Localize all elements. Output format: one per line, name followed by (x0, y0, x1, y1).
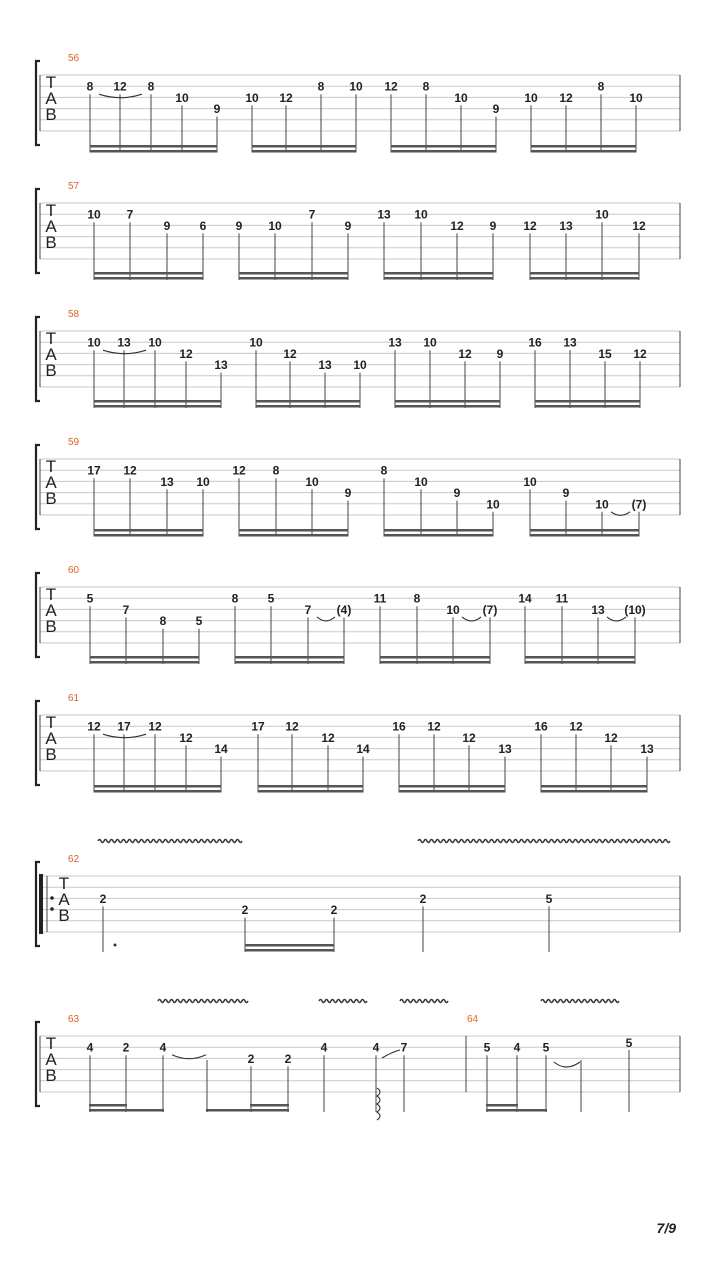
fret-number: (7) (482, 602, 498, 617)
fret-number: 9 (163, 218, 171, 233)
beam (256, 400, 361, 403)
beam (90, 150, 218, 153)
fret-number: 4 (159, 1040, 167, 1055)
vibrato-mark (98, 840, 242, 843)
fret-number: 13 (318, 358, 332, 373)
vibrato-mark (319, 1000, 367, 1003)
tab-system-62 (36, 840, 680, 953)
measure-number: 56 (68, 53, 80, 64)
tab-clef-letter: B (45, 1066, 57, 1085)
beam (252, 145, 357, 148)
fret-number: 13 (591, 602, 605, 617)
fret-number: 16 (392, 719, 406, 734)
fret-number: 13 (559, 218, 573, 233)
fret-number: 10 (414, 474, 428, 489)
beam (94, 405, 222, 408)
fret-number: 8 (422, 79, 430, 94)
tab-clef-letter: A (45, 601, 57, 620)
fret-number: 5 (195, 614, 203, 629)
beam (252, 150, 357, 153)
tab-clef-letter: B (58, 906, 70, 925)
fret-number: 8 (86, 79, 94, 94)
fret-number: 4 (513, 1040, 521, 1055)
fret-number: 10 (249, 335, 263, 350)
fret-number: 10 (446, 602, 460, 617)
beam (380, 661, 491, 664)
fret-number: 17 (87, 463, 101, 478)
tab-clef-letter: T (45, 73, 57, 92)
fret-number: 9 (344, 486, 352, 501)
measure-number: 61 (68, 693, 80, 704)
page-number: 7/9 (656, 1220, 676, 1236)
fret-number: 14 (214, 742, 228, 757)
fret-number: 12 (523, 218, 537, 233)
fret-number: 13 (377, 207, 391, 222)
tab-clef-letter: T (45, 713, 57, 732)
measure-number: 63 (68, 1014, 80, 1025)
tab-system-61 (36, 693, 680, 793)
fret-number: 12 (450, 218, 464, 233)
tab-clef-letter: B (45, 489, 57, 508)
fret-number: 12 (462, 730, 476, 745)
tab-system-63 (36, 1000, 680, 1121)
fret-number: 2 (419, 891, 427, 906)
tab-clef-letter: A (58, 890, 70, 909)
fret-number: 10 (245, 90, 259, 105)
beam (94, 400, 222, 403)
fret-number: (7) (631, 497, 647, 512)
fret-number: 12 (113, 79, 127, 94)
beam (525, 661, 636, 664)
beam (239, 529, 349, 532)
beam (395, 400, 501, 403)
fret-number: 10 (423, 335, 437, 350)
beam (391, 150, 497, 153)
fret-number: 8 (159, 614, 167, 629)
beam (258, 785, 364, 788)
tab-system-59 (36, 437, 680, 537)
fret-number: 13 (117, 335, 131, 350)
repeat-dot (50, 907, 54, 911)
fret-number: 12 (87, 719, 101, 734)
beam (206, 1109, 289, 1112)
fret-number: 12 (283, 346, 297, 361)
fret-number: 9 (235, 218, 243, 233)
beam (90, 661, 200, 664)
tremolo-mark (377, 1088, 380, 1120)
fret-number: (10) (624, 602, 646, 617)
fret-number: 10 (595, 207, 609, 222)
system-bracket (36, 189, 40, 273)
fret-number: 10 (454, 90, 468, 105)
tab-clef-letter: T (45, 585, 57, 604)
tab-system-58 (36, 309, 680, 408)
fret-number: 5 (545, 891, 553, 906)
measure-number: 58 (68, 309, 80, 320)
beam (486, 1109, 547, 1112)
tab-clef-letter: A (45, 217, 57, 236)
beam (245, 944, 335, 947)
beam (535, 400, 641, 403)
fret-number: 10 (523, 474, 537, 489)
beam (399, 785, 506, 788)
slide-mark (382, 1050, 400, 1058)
fret-number: 10 (349, 79, 363, 94)
fret-number: 8 (413, 591, 421, 606)
measure-number: 59 (68, 437, 80, 448)
fret-number: 10 (196, 474, 210, 489)
system-bracket (36, 1022, 40, 1106)
beam (250, 1104, 289, 1107)
tab-clef-letter: A (45, 473, 57, 492)
fret-number: 12 (559, 90, 573, 105)
beam (89, 1104, 127, 1107)
fret-number: 12 (633, 346, 647, 361)
fret-number: 12 (458, 346, 472, 361)
fret-number: 10 (175, 90, 189, 105)
beam (384, 272, 494, 275)
tab-system-60 (36, 565, 680, 664)
fret-number: 9 (453, 486, 461, 501)
fret-number: 12 (232, 463, 246, 478)
beam (94, 534, 204, 537)
measure-number: 60 (68, 565, 80, 576)
beam (531, 150, 637, 153)
fret-number: 15 (598, 346, 612, 361)
beam (541, 785, 648, 788)
beam (530, 529, 640, 532)
beam (384, 277, 494, 280)
fret-number: 10 (87, 207, 101, 222)
vibrato-mark (400, 1000, 448, 1003)
beam (384, 529, 494, 532)
fret-number: 12 (279, 90, 293, 105)
beam (245, 949, 335, 952)
fret-number: 17 (117, 719, 131, 734)
fret-number: 16 (528, 335, 542, 350)
tie-arc (554, 1062, 580, 1067)
fret-number: 11 (555, 591, 569, 606)
fret-number: 12 (179, 346, 193, 361)
system-bracket (36, 445, 40, 529)
fret-number: 17 (251, 719, 265, 734)
measure-number: 62 (68, 854, 80, 865)
tab-clef-letter: A (45, 1050, 57, 1069)
fret-number: 8 (380, 463, 388, 478)
repeat-thick-bar (39, 874, 43, 934)
beam (530, 534, 640, 537)
fret-number: 10 (595, 497, 609, 512)
fret-number: 8 (597, 79, 605, 94)
fret-number: 10 (305, 474, 319, 489)
fret-number: 13 (160, 474, 174, 489)
beam (256, 405, 361, 408)
beam (94, 529, 204, 532)
fret-number: 5 (267, 591, 275, 606)
fret-number: 10 (87, 335, 101, 350)
tab-clef-letter: B (45, 361, 57, 380)
fret-number: 7 (400, 1040, 408, 1055)
fret-number: 9 (489, 218, 497, 233)
fret-number: 10 (353, 358, 367, 373)
system-bracket (36, 701, 40, 785)
fret-number: 2 (122, 1040, 130, 1055)
fret-number: 12 (384, 79, 398, 94)
beam (235, 661, 345, 664)
fret-number: 10 (486, 497, 500, 512)
fret-number: 8 (147, 79, 155, 94)
beam (525, 656, 636, 659)
tab-clef-letter: T (45, 457, 57, 476)
tab-clef-letter: B (45, 617, 57, 636)
system-bracket (36, 317, 40, 401)
beam (535, 405, 641, 408)
tab-clef-letter: T (45, 1034, 57, 1053)
fret-number: 8 (272, 463, 280, 478)
fret-number: 7 (308, 207, 316, 222)
vibrato-mark (158, 1000, 248, 1003)
fret-number: 2 (247, 1051, 255, 1066)
fret-number: 4 (320, 1040, 328, 1055)
fret-number: 8 (317, 79, 325, 94)
tab-clef-letter: A (45, 345, 57, 364)
system-bracket (36, 573, 40, 657)
tab-clef-letter: T (58, 874, 70, 893)
fret-number: 16 (534, 719, 548, 734)
fret-number: 10 (524, 90, 538, 105)
fret-number: 10 (629, 90, 643, 105)
fret-number: 7 (304, 602, 312, 617)
tab-clef-letter: A (45, 89, 57, 108)
beam (94, 272, 204, 275)
beam (90, 656, 200, 659)
fret-number: 12 (427, 719, 441, 734)
fret-number: 2 (330, 903, 338, 918)
fret-number: 5 (542, 1040, 550, 1055)
fret-number: 12 (285, 719, 299, 734)
fret-number: 2 (284, 1051, 292, 1066)
fret-number: 12 (632, 218, 646, 233)
beam (90, 145, 218, 148)
beam (258, 790, 364, 793)
fret-number: 2 (99, 891, 107, 906)
measure-number: 64 (467, 1014, 479, 1025)
beam (530, 272, 640, 275)
fret-number: 11 (373, 591, 387, 606)
fret-number: 4 (372, 1040, 380, 1055)
fret-number: 10 (414, 207, 428, 222)
beam (391, 145, 497, 148)
tab-clef-letter: B (45, 105, 57, 124)
beam (94, 277, 204, 280)
fret-number: 14 (518, 591, 532, 606)
fret-number: 12 (321, 730, 335, 745)
fret-number: 9 (213, 102, 221, 117)
fret-number: 5 (483, 1040, 491, 1055)
fret-number: 12 (123, 463, 137, 478)
beam (94, 790, 222, 793)
tab-clef-letter: B (45, 233, 57, 252)
beam (384, 534, 494, 537)
beam (89, 1109, 164, 1112)
beam (531, 145, 637, 148)
tab-clef-letter: B (45, 745, 57, 764)
fret-number: 5 (86, 591, 94, 606)
beam (239, 272, 349, 275)
fret-number: 9 (492, 102, 500, 117)
beam (399, 790, 506, 793)
fret-number: 13 (640, 742, 654, 757)
fret-number: 8 (231, 591, 239, 606)
fret-number: 9 (562, 486, 570, 501)
fret-number: 13 (214, 358, 228, 373)
fret-number: 12 (148, 719, 162, 734)
fret-number: 5 (625, 1036, 633, 1050)
fret-number: 14 (356, 742, 370, 757)
beam (235, 656, 345, 659)
beam (530, 277, 640, 280)
repeat-dot (50, 896, 54, 900)
beam (239, 277, 349, 280)
duration-dot (114, 944, 117, 947)
fret-number: (4) (336, 602, 352, 617)
fret-number: 13 (563, 335, 577, 350)
beam (94, 785, 222, 788)
fret-number: 10 (268, 218, 282, 233)
system-bracket (36, 61, 40, 145)
beam (239, 534, 349, 537)
fret-number: 13 (388, 335, 402, 350)
fret-number: 6 (199, 218, 207, 233)
vibrato-mark (541, 1000, 619, 1003)
fret-number: 12 (179, 730, 193, 745)
tab-clef-letter: A (45, 729, 57, 748)
fret-number: 10 (148, 335, 162, 350)
tab-system-57 (36, 181, 680, 280)
fret-number: 9 (344, 218, 352, 233)
vibrato-mark (418, 840, 670, 843)
fret-number: 7 (126, 207, 134, 222)
beam (541, 790, 648, 793)
fret-number: 13 (498, 742, 512, 757)
tab-clef-letter: T (45, 329, 57, 348)
fret-number: 2 (241, 903, 249, 918)
fret-number: 9 (496, 346, 504, 361)
beam (395, 405, 501, 408)
beam (380, 656, 491, 659)
tab-system-56 (36, 53, 680, 153)
fret-number: 4 (86, 1040, 94, 1055)
fret-number: 12 (569, 719, 583, 734)
fret-number: 12 (604, 730, 618, 745)
fret-number: 7 (122, 602, 130, 617)
tab-clef-letter: T (45, 201, 57, 220)
measure-number: 57 (68, 181, 80, 192)
beam (486, 1104, 518, 1107)
